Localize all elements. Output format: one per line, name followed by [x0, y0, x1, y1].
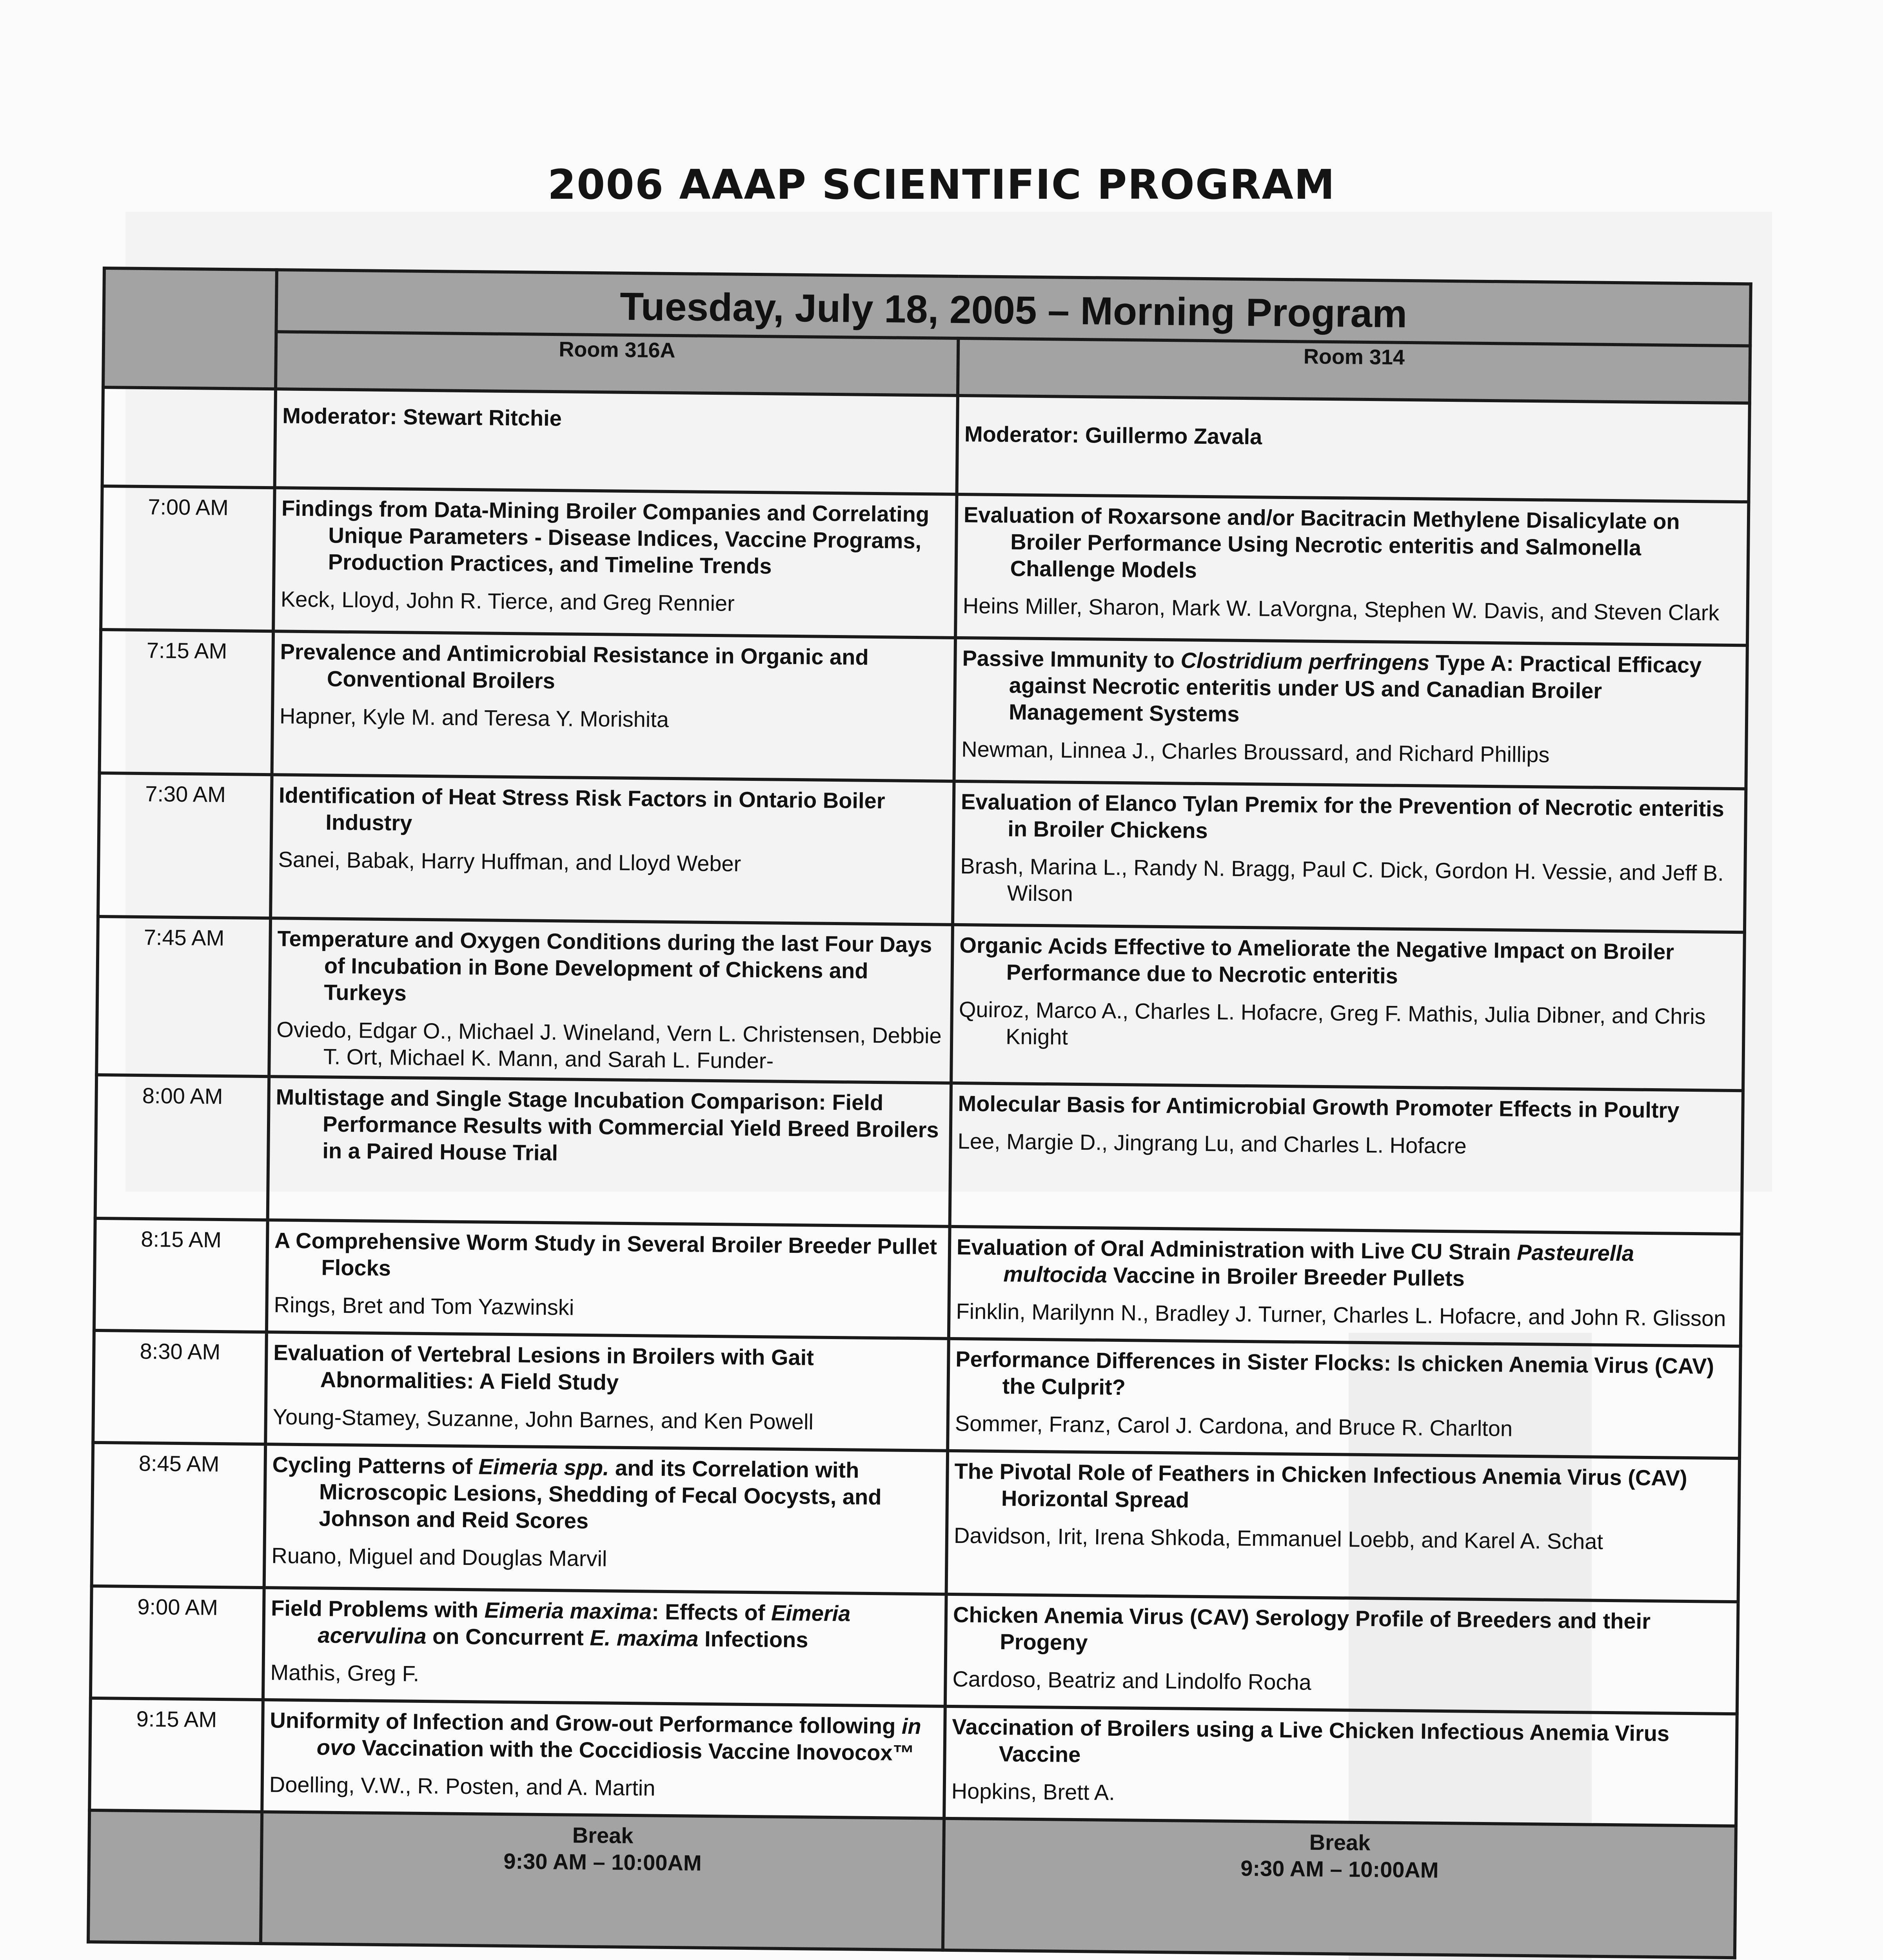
slot-time: 8:15 AM	[94, 1218, 268, 1332]
talk-authors: Mathis, Greg F.	[270, 1660, 419, 1686]
talk-authors: Ruano, Miguel and Douglas Marvil	[271, 1543, 607, 1571]
moderator-room-a: Moderator: Stewart Ritchie	[275, 389, 958, 494]
talk-title: Identification of Heat Stress Risk Factors in Ontario Boiler Industry	[278, 782, 885, 835]
talk-authors: Finklin, Marilynn N., Bradley J. Turner, Charles L. Hofacre, and John R. Glisson	[956, 1299, 1726, 1331]
slot-time: 7:45 AM	[96, 916, 271, 1076]
title-text: Type A: Practical Efficacy against Necrotic enteritis under US and Canadian Broiler Management Systems	[1008, 650, 1702, 726]
title-text: Field Problems with	[271, 1595, 485, 1622]
slot-time: 8:00 AM	[95, 1075, 269, 1220]
talk-title: Molecular Basis for Antimicrobial Growth Promoter Effects in Poultry	[958, 1091, 1680, 1123]
talk-title: The Pivotal Role of Feathers in Chicken Infectious Anemia Virus (CAV) Horizontal Spread	[954, 1458, 1687, 1512]
session-room-a	[263, 1588, 946, 1706]
break-row	[88, 1810, 1736, 1958]
moderator-row	[102, 387, 1750, 502]
talk-title	[962, 645, 1740, 732]
session-room-b	[953, 781, 1746, 932]
session-room-a	[273, 488, 957, 638]
title-text: and its Correlation with Microscopic Lesions, Shedding of Fecal Oocysts, and Johnson and Reid Scores	[319, 1455, 882, 1534]
table-row	[92, 1443, 1740, 1602]
talk-title: Findings from Data-Mining Broiler Companies and Correlating Unique Parameters - Disease Indices, Vaccine Programs, Production Practices, and Timeline Trends	[281, 495, 930, 579]
talk-authors: Sanei, Babak, Harry Huffman, and Lloyd Weber	[278, 847, 741, 876]
session-room-a	[265, 1332, 949, 1451]
title-italic-text: Pasteurella multocida	[1003, 1240, 1634, 1287]
talk-title: Performance Differences in Sister Flocks: Is chicken Anemia Virus (CAV) the Culprit?	[955, 1347, 1714, 1400]
title-text: Vaccination with the Coccidiosis Vaccine Inovocox™	[356, 1735, 915, 1766]
session-room-a	[267, 1220, 950, 1339]
title-text: Infections	[698, 1626, 808, 1652]
break-time: 9:30 AM – 10:00AM	[1240, 1856, 1439, 1882]
session-room-b	[944, 1706, 1737, 1826]
session-room-b	[954, 638, 1747, 789]
session-room-a	[271, 775, 954, 925]
session-room-b	[951, 925, 1745, 1091]
talk-title: Evaluation of Roxarsone and/or Bacitracin Methylene Disalicylate on Broiler Performance Using Necrotic enteritis and Salmonella Challenge Models	[963, 502, 1680, 583]
talk-title: Vaccination of Broilers using a Live Chicken Infectious Anemia Virus Vaccine	[952, 1714, 1670, 1767]
session-room-a	[272, 631, 955, 781]
table-row	[91, 1586, 1738, 1714]
talk-authors: Sommer, Franz, Carol J. Cardona, and Bruce R. Charlton	[955, 1411, 1513, 1441]
title-text: Vaccine in Broiler Breeder Pullets	[1107, 1262, 1465, 1291]
break-room-a	[261, 1812, 944, 1950]
session-room-b	[946, 1451, 1740, 1602]
table-row	[101, 486, 1749, 645]
schedule-sheet	[86, 267, 1749, 1960]
table-row	[93, 1330, 1741, 1458]
table-row	[89, 1698, 1737, 1826]
talk-title: Temperature and Oxygen Conditions during the last Four Days of Incubation in Bone Development of Chickens and Turkeys	[277, 926, 932, 1005]
slot-time: 7:00 AM	[101, 486, 274, 631]
title-italic-text: Eimeria acervulina	[318, 1600, 851, 1649]
title-italic-text: E. maxima	[590, 1625, 699, 1651]
talk-title	[956, 1234, 1734, 1294]
talk-authors: Keck, Lloyd, John R. Tierce, and Greg Rennier	[280, 586, 735, 616]
session-room-a	[264, 1444, 948, 1594]
slot-time: 9:15 AM	[89, 1698, 263, 1812]
session-room-a	[269, 918, 953, 1083]
title-text: Evaluation of Oral Administration with Live CU Strain	[956, 1234, 1517, 1265]
talk-authors: Rings, Bret and Tom Yazwinski	[274, 1292, 574, 1320]
slot-time: 8:30 AM	[93, 1330, 267, 1444]
talk-title: A Comprehensive Worm Study in Several Broiler Breeder Pullet Flocks	[274, 1228, 937, 1281]
session-room-b	[945, 1594, 1738, 1714]
title-text: on Concurrent	[426, 1624, 590, 1650]
title-text: : Effects of	[651, 1599, 772, 1625]
talk-title	[272, 1451, 941, 1537]
session-room-b	[955, 494, 1749, 645]
talk-title: Multistage and Single Stage Incubation Comparison: Field Performance Results with Commercial Yield Breed Broilers in a Paired House Trial	[276, 1084, 939, 1165]
talk-title: Chicken Anemia Virus (CAV) Serology Profile of Breeders and their Progeny	[953, 1602, 1651, 1655]
talk-authors: Brash, Marina L., Randy N. Bragg, Paul C. Dick, Gordon H. Vessie, and Jeff B. Wilson	[960, 853, 1724, 906]
moderator-room-b: Moderator: Guillermo Zavala	[957, 396, 1750, 502]
talk-authors: Davidson, Irit, Irena Shkoda, Emmanuel Loebb, and Karel A. Schat	[953, 1523, 1603, 1554]
header-corner-cell	[103, 268, 277, 389]
title-italic-text: Eimeria spp.	[478, 1454, 609, 1480]
table-row	[96, 916, 1745, 1091]
break-room-b	[943, 1818, 1736, 1958]
break-label: Break	[572, 1822, 634, 1848]
table-row	[95, 1075, 1743, 1234]
talk-title: Organic Acids Effective to Ameliorate the Negative Impact on Broiler Performance due to Necrotic enteritis	[959, 933, 1674, 988]
title-text: Uniformity of Infection and Grow-out Performance following	[270, 1708, 902, 1739]
talk-authors: Lee, Margie D., Jingrang Lu, and Charles L. Hofacre	[957, 1129, 1467, 1158]
talk-title	[269, 1707, 938, 1766]
talk-authors: Newman, Linnea J., Charles Broussard, and Richard Phillips	[961, 737, 1550, 767]
talk-authors: Quiroz, Marco A., Charles L. Hofacre, Greg F. Mathis, Julia Dibner, and Chris Knight	[959, 997, 1706, 1049]
talk-authors: Hopkins, Brett A.	[951, 1778, 1115, 1805]
slot-time: 9:00 AM	[91, 1586, 264, 1700]
talk-authors: Heins Miller, Sharon, Mark W. LaVorgna, Stephen W. Davis, and Steven Clark	[962, 593, 1720, 625]
break-time-cell	[88, 1810, 262, 1944]
room-b-header: Room 314	[958, 338, 1750, 403]
document-title: 2006 AAAP SCIENTIFIC PROGRAM	[547, 161, 1336, 209]
table-row	[98, 773, 1746, 932]
talk-title: Prevalence and Antimicrobial Resistance in Organic and Conventional Broilers	[280, 639, 869, 693]
moderator-time-cell	[102, 387, 276, 488]
session-room-a	[268, 1076, 951, 1227]
talk-authors: Cardoso, Beatriz and Lindolfo Rocha	[952, 1666, 1312, 1695]
title-italic-text: Eimeria maxima	[484, 1597, 652, 1624]
table-row	[94, 1218, 1742, 1346]
table-row	[100, 630, 1747, 789]
talk-title: Evaluation of Elanco Tylan Premix for the Prevention of Necrotic enteritis in Broiler Chickens	[961, 789, 1725, 843]
session-room-b	[948, 1339, 1741, 1458]
talk-authors: Doelling, V.W., R. Posten, and A. Martin	[269, 1772, 656, 1800]
session-room-b	[949, 1227, 1742, 1346]
title-text: Passive Immunity to	[962, 646, 1181, 673]
talk-title: Evaluation of Vertebral Lesions in Broilers with Gait Abnormalities: A Field Study	[273, 1340, 814, 1395]
talk-authors: Oviedo, Edgar O., Michael J. Wineland, Vern L. Christensen, Debbie T. Ort, Michael K. Mann, and Sarah L. Funder-	[276, 1017, 942, 1073]
schedule-banner: Tuesday, July 18, 2005 – Morning Program	[276, 270, 1750, 346]
talk-authors: Hapner, Kyle M. and Teresa Y. Morishita	[279, 703, 669, 732]
break-time: 9:30 AM – 10:00AM	[503, 1849, 702, 1875]
title-italic-text: in ovo	[316, 1713, 921, 1760]
slot-time: 7:15 AM	[100, 630, 273, 775]
talk-title	[271, 1595, 939, 1654]
slot-time: 8:45 AM	[92, 1443, 265, 1588]
room-a-header: Room 316A	[276, 332, 958, 396]
session-room-a	[262, 1700, 945, 1818]
slot-time: 7:30 AM	[98, 773, 272, 918]
talk-authors: Young-Stamey, Suzanne, John Barnes, and Ken Powell	[272, 1404, 814, 1434]
session-room-b	[950, 1083, 1743, 1234]
break-label: Break	[1309, 1829, 1371, 1855]
title-text: Cycling Patterns of	[272, 1452, 479, 1479]
title-italic-text: Clostridium perfringens	[1180, 648, 1430, 675]
schedule-table	[87, 267, 1752, 1959]
